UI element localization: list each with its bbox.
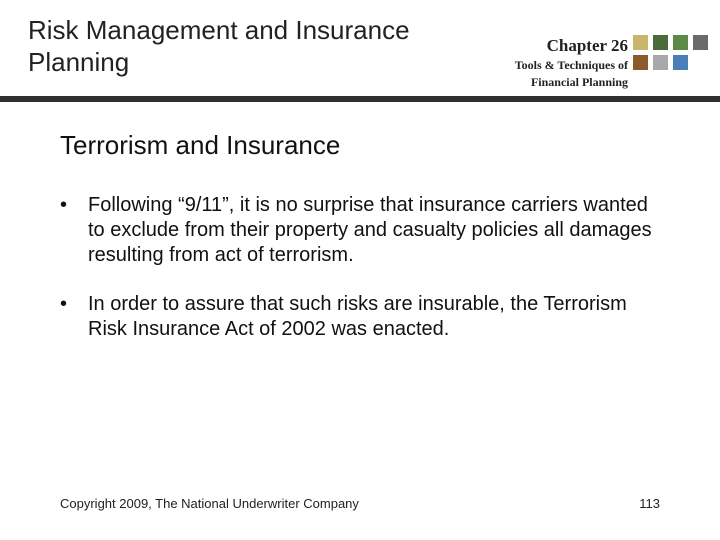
header-divider	[0, 96, 720, 102]
chapter-number: Chapter 26	[546, 36, 628, 55]
decorative-square	[633, 35, 648, 50]
decorative-square	[633, 55, 648, 70]
chapter-label	[515, 36, 628, 90]
footer-copyright: Copyright 2009, The National Underwriter Company	[60, 496, 359, 511]
bullet-item	[60, 292, 660, 342]
decorative-square	[693, 35, 708, 50]
bullet-text: In order to assure that such risks are insurable, the Terrorism Risk Insurance Act of 2002 was enacted.	[88, 293, 627, 340]
bullet-item	[60, 193, 660, 268]
bullet-marker: •	[60, 194, 68, 216]
decorative-square	[673, 55, 688, 70]
header-title: Risk Management and Insurance Planning	[28, 15, 410, 77]
bullet-list	[60, 193, 660, 366]
decorative-square	[673, 35, 688, 50]
decorative-square	[653, 35, 668, 50]
bullet-marker: •	[60, 293, 68, 315]
slide-title: Terrorism and Insurance	[60, 130, 341, 160]
page-number: 113	[639, 496, 660, 511]
decorative-square	[653, 55, 668, 70]
bullet-text: Following “9/11”, it is no surprise that insurance carriers wanted to exclude from their property and casualty policies all damages resulting from act of terrorism.	[88, 194, 652, 266]
book-subtitle-line2: Financial Planning	[530, 75, 628, 89]
book-subtitle-line1: Tools & Techniques of	[514, 58, 628, 72]
decorative-squares	[633, 35, 709, 71]
